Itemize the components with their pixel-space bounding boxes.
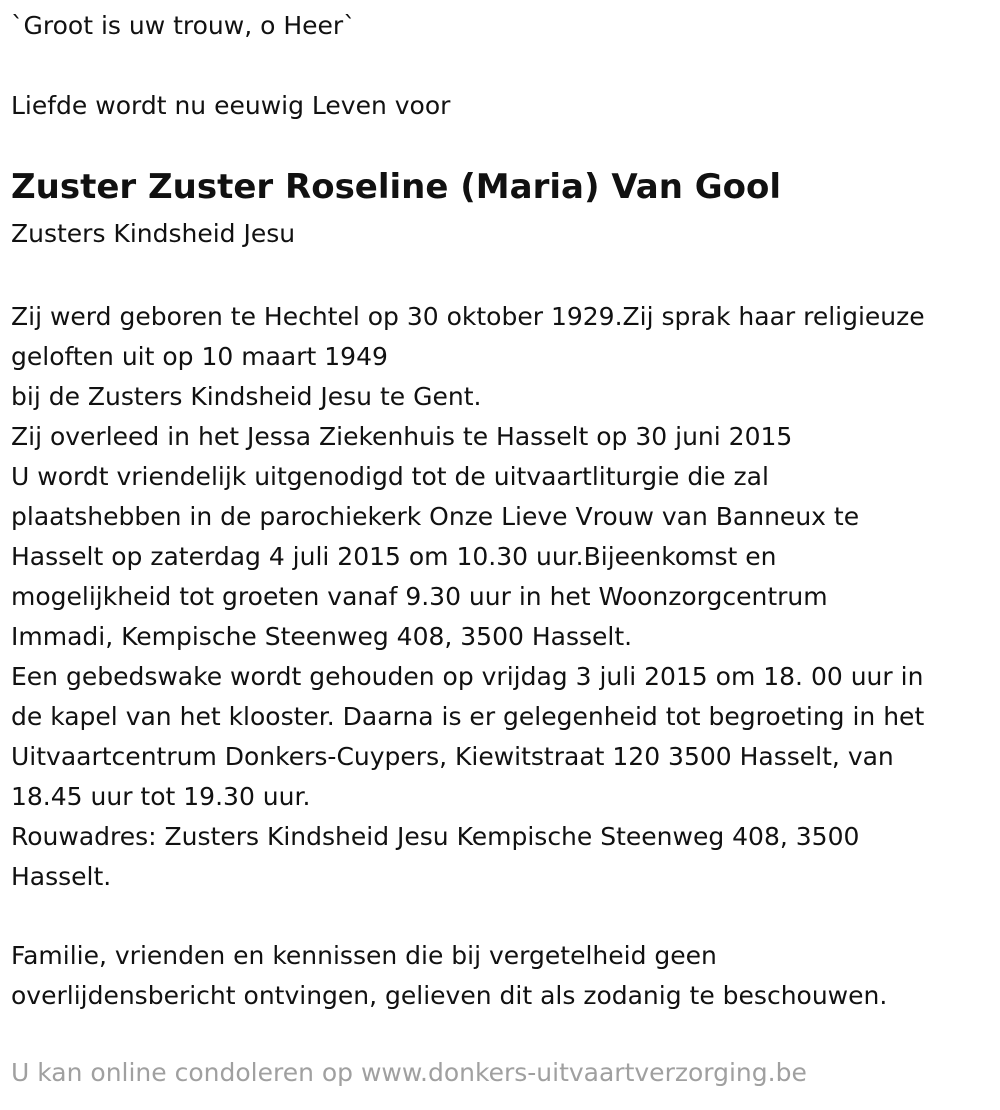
body-line: mogelijkheid tot groeten vanaf 9.30 uur in het Woonzorgcentrum	[11, 582, 828, 611]
body-line: Zij werd geboren te Hechtel op 30 oktober 1929.Zij sprak haar religieuze	[11, 302, 925, 331]
body-line: Uitvaartcentrum Donkers-Cuypers, Kiewitstraat 120 3500 Hasselt, van	[11, 742, 894, 771]
body-line: Hasselt.	[11, 862, 112, 891]
body-line: Hasselt op zaterdag 4 juli 2015 om 10.30 uur.Bijeenkomst en	[11, 542, 777, 571]
organization-name: Zusters Kindsheid Jesu	[11, 219, 296, 248]
opening-quote: `Groot is uw trouw, o Heer`	[11, 11, 356, 40]
online-condolence-link[interactable]: U kan online condoleren op www.donkers-uitvaartverzorging.be	[11, 1058, 807, 1087]
body-line: plaatshebben in de parochiekerk Onze Lieve Vrouw van Banneux te	[11, 502, 860, 531]
body-line: geloften uit op 10 maart 1949	[11, 342, 388, 371]
body-line: bij de Zusters Kindsheid Jesu te Gent.	[11, 382, 482, 411]
closing-line: Familie, vrienden en kennissen die bij vergetelheid geen	[11, 941, 717, 970]
body-line: de kapel van het klooster. Daarna is er gelegenheid tot begroeting in het	[11, 702, 925, 731]
deceased-name: Zuster Zuster Roseline (Maria) Van Gool	[11, 167, 782, 207]
intro-line: Liefde wordt nu eeuwig Leven voor	[11, 91, 451, 120]
body-line: Een gebedswake wordt gehouden op vrijdag 3 juli 2015 om 18. 00 uur in	[11, 662, 924, 691]
body-line: Rouwadres: Zusters Kindsheid Jesu Kempische Steenweg 408, 3500	[11, 822, 860, 851]
notice-body	[11, 297, 991, 897]
body-line: Immadi, Kempische Steenweg 408, 3500 Hasselt.	[11, 622, 633, 651]
closing-note	[11, 936, 991, 1016]
body-line: U wordt vriendelijk uitgenodigd tot de uitvaartliturgie die zal	[11, 462, 769, 491]
body-line: 18.45 uur tot 19.30 uur.	[11, 782, 311, 811]
body-line: Zij overleed in het Jessa Ziekenhuis te Hasselt op 30 juni 2015	[11, 422, 793, 451]
closing-line: overlijdensbericht ontvingen, gelieven dit als zodanig te beschouwen.	[11, 981, 888, 1010]
